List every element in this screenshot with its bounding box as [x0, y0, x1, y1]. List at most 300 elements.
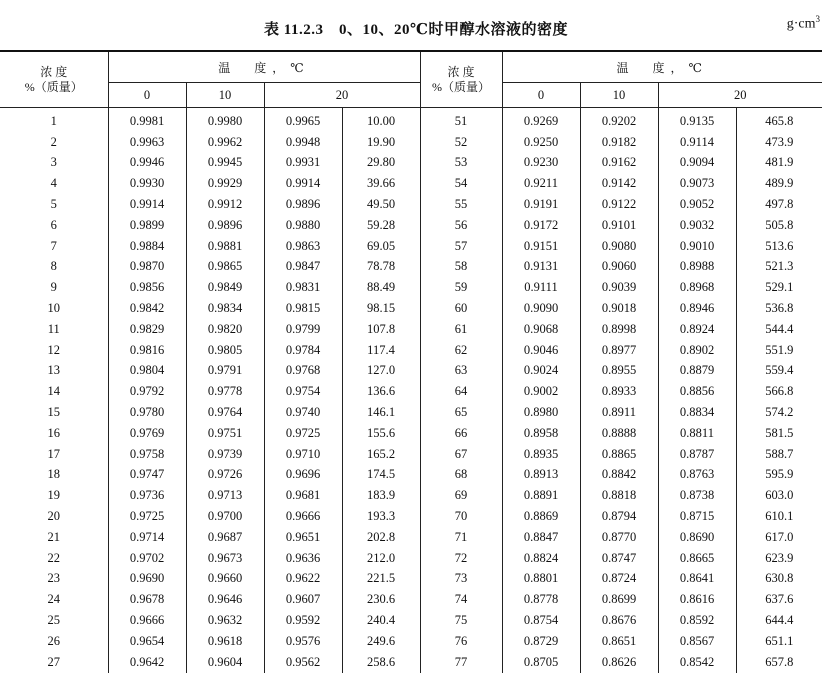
value-20-cell-right: 637.6: [736, 589, 822, 610]
conc-cell-right: 60: [420, 298, 502, 319]
density-20-cell-right: 0.9094: [658, 153, 736, 174]
conc-cell-right: 58: [420, 257, 502, 278]
density-10-cell-right: 0.9018: [580, 298, 658, 319]
density-20-cell: 0.9931: [264, 153, 342, 174]
value-20-cell-right: 521.3: [736, 257, 822, 278]
density-10-cell-right: 0.8676: [580, 610, 658, 631]
conc-cell-right: 77: [420, 652, 502, 673]
conc-cell-right: 76: [420, 631, 502, 652]
value-20-cell: 29.80: [342, 153, 420, 174]
conc-cell-right: 51: [420, 108, 502, 132]
conc-cell-right: 69: [420, 485, 502, 506]
conc-cell: 3: [50, 155, 57, 170]
density-10-cell-right: 0.8998: [580, 319, 658, 340]
density-20-cell: 0.9784: [264, 340, 342, 361]
value-20-cell: 212.0: [342, 548, 420, 569]
density-0-cell-right: 0.8754: [502, 610, 580, 631]
density-10-cell: 0.9929: [186, 173, 264, 194]
value-20-cell-right: 481.9: [736, 153, 822, 174]
density-10-cell-right: 0.8699: [580, 589, 658, 610]
density-20-cell-right: 0.8834: [658, 402, 736, 423]
value-20-cell-right: 657.8: [736, 652, 822, 673]
conc-cell: 20: [47, 509, 60, 524]
density-20-cell: 0.9622: [264, 569, 342, 590]
density-20-cell: 0.9948: [264, 132, 342, 153]
value-20-cell-right: 588.7: [736, 444, 822, 465]
density-0-cell-right: 0.8891: [502, 485, 580, 506]
density-20-cell: 0.9696: [264, 465, 342, 486]
density-20-cell-right: 0.8968: [658, 277, 736, 298]
value-20-cell: 98.15: [342, 298, 420, 319]
density-10-cell: 0.9673: [186, 548, 264, 569]
col-header-10-right: 10: [580, 83, 658, 108]
conc-cell-right: 53: [420, 153, 502, 174]
table-row: [0, 485, 822, 506]
conc-cell-right: 63: [420, 361, 502, 382]
density-0-cell-right: 0.9230: [502, 153, 580, 174]
density-10-cell-right: 0.8977: [580, 340, 658, 361]
density-10-cell-right: 0.8770: [580, 527, 658, 548]
conc-cell-right: 70: [420, 506, 502, 527]
density-0-cell: 0.9714: [108, 527, 186, 548]
density-10-cell: 0.9726: [186, 465, 264, 486]
density-10-cell: 0.9980: [186, 108, 264, 132]
density-0-cell: 0.9736: [108, 485, 186, 506]
density-0-cell-right: 0.8778: [502, 589, 580, 610]
density-20-cell-right: 0.8616: [658, 589, 736, 610]
density-10-cell-right: 0.8888: [580, 423, 658, 444]
value-20-cell-right: 536.8: [736, 298, 822, 319]
table-row: [0, 298, 822, 319]
density-10-cell-right: 0.9122: [580, 194, 658, 215]
density-0-cell: 0.9884: [108, 236, 186, 257]
conc-cell-right: 68: [420, 465, 502, 486]
density-0-cell: 0.9702: [108, 548, 186, 569]
conc-cell: 7: [50, 238, 57, 253]
conc-cell-right: 75: [420, 610, 502, 631]
value-20-cell: 136.6: [342, 381, 420, 402]
density-0-cell-right: 0.9068: [502, 319, 580, 340]
density-0-cell-right: 0.9250: [502, 132, 580, 153]
value-20-cell-right: 551.9: [736, 340, 822, 361]
conc-cell-right: 59: [420, 277, 502, 298]
value-20-cell: 49.50: [342, 194, 420, 215]
value-20-cell: 155.6: [342, 423, 420, 444]
conc-cell: 4: [50, 176, 57, 191]
col-header-20-right: 20: [658, 83, 822, 108]
density-0-cell: 0.9747: [108, 465, 186, 486]
conc-cell-right: 57: [420, 236, 502, 257]
value-20-cell-right: 544.4: [736, 319, 822, 340]
density-0-cell: 0.9804: [108, 361, 186, 382]
table-row: [0, 153, 822, 174]
value-20-cell: 69.05: [342, 236, 420, 257]
density-10-cell: 0.9660: [186, 569, 264, 590]
density-0-cell-right: 0.9024: [502, 361, 580, 382]
value-20-cell: 39.66: [342, 173, 420, 194]
density-0-cell-right: 0.8958: [502, 423, 580, 444]
value-20-cell-right: 595.9: [736, 465, 822, 486]
density-20-cell: 0.9666: [264, 506, 342, 527]
density-20-cell: 0.9863: [264, 236, 342, 257]
density-0-cell-right: 0.9002: [502, 381, 580, 402]
temp-header-left: 温 度，℃: [108, 51, 420, 83]
conc-cell: 9: [50, 280, 57, 295]
conc-cell: 17: [47, 446, 60, 461]
density-20-cell: 0.9576: [264, 631, 342, 652]
table-row: [0, 319, 822, 340]
density-0-cell: 0.9666: [108, 610, 186, 631]
density-10-cell-right: 0.8651: [580, 631, 658, 652]
density-0-cell: 0.9769: [108, 423, 186, 444]
density-0-cell: 0.9678: [108, 589, 186, 610]
table-row: [0, 381, 822, 402]
value-20-cell: 88.49: [342, 277, 420, 298]
density-20-cell: 0.9914: [264, 173, 342, 194]
density-20-cell-right: 0.8988: [658, 257, 736, 278]
conc-cell-right: 56: [420, 215, 502, 236]
table-row: [0, 277, 822, 298]
conc-cell: 10: [47, 301, 60, 316]
density-10-cell: 0.9865: [186, 257, 264, 278]
density-10-cell-right: 0.9039: [580, 277, 658, 298]
density-10-cell-right: 0.9142: [580, 173, 658, 194]
density-0-cell: 0.9792: [108, 381, 186, 402]
density-10-cell-right: 0.9162: [580, 153, 658, 174]
density-10-cell: 0.9713: [186, 485, 264, 506]
density-10-cell: 0.9646: [186, 589, 264, 610]
value-20-cell-right: 505.8: [736, 215, 822, 236]
density-20-cell-right: 0.8946: [658, 298, 736, 319]
density-0-cell-right: 0.9131: [502, 257, 580, 278]
conc-cell-right: 72: [420, 548, 502, 569]
table-row: [0, 569, 822, 590]
density-table: [0, 50, 822, 673]
density-0-cell-right: 0.8869: [502, 506, 580, 527]
density-20-cell-right: 0.9010: [658, 236, 736, 257]
density-10-cell: 0.9820: [186, 319, 264, 340]
conc-cell: 21: [47, 529, 60, 544]
density-10-cell-right: 0.8955: [580, 361, 658, 382]
density-20-cell: 0.9815: [264, 298, 342, 319]
density-20-cell-right: 0.8787: [658, 444, 736, 465]
table-body: [0, 108, 822, 673]
density-20-cell: 0.9831: [264, 277, 342, 298]
table-row: [0, 444, 822, 465]
col-header-0-right: 0: [502, 83, 580, 108]
value-20-cell-right: 497.8: [736, 194, 822, 215]
table-title: 表 11.2.3 0、10、20℃时甲醇水溶液的密度: [264, 22, 568, 38]
density-10-cell: 0.9632: [186, 610, 264, 631]
density-0-cell: 0.9642: [108, 652, 186, 673]
value-20-cell-right: 644.4: [736, 610, 822, 631]
value-20-cell-right: 489.9: [736, 173, 822, 194]
value-20-cell: 193.3: [342, 506, 420, 527]
value-20-cell-right: 465.8: [736, 108, 822, 132]
unit-text: g·cm: [786, 16, 816, 32]
density-20-cell: 0.9847: [264, 257, 342, 278]
conc-cell-right: 61: [420, 319, 502, 340]
density-20-cell: 0.9592: [264, 610, 342, 631]
density-0-cell-right: 0.9191: [502, 194, 580, 215]
density-0-cell: 0.9842: [108, 298, 186, 319]
density-20-cell-right: 0.9073: [658, 173, 736, 194]
density-20-cell: 0.9880: [264, 215, 342, 236]
conc-cell-right: 55: [420, 194, 502, 215]
density-0-cell-right: 0.8913: [502, 465, 580, 486]
col-header-20: 20: [264, 83, 420, 108]
value-20-cell-right: 473.9: [736, 132, 822, 153]
table-row: [0, 402, 822, 423]
value-20-cell: 78.78: [342, 257, 420, 278]
density-0-cell-right: 0.9269: [502, 108, 580, 132]
col-header-0: 0: [108, 83, 186, 108]
conc-cell: 26: [47, 633, 60, 648]
conc-cell: 24: [47, 592, 60, 607]
density-20-cell-right: 0.8641: [658, 569, 736, 590]
density-0-cell-right: 0.8935: [502, 444, 580, 465]
conc-cell: 1: [50, 113, 57, 128]
density-20-cell: 0.9607: [264, 589, 342, 610]
density-10-cell-right: 0.9080: [580, 236, 658, 257]
conc-cell: 13: [47, 363, 60, 378]
unit-label: [787, 14, 820, 33]
density-10-cell-right: 0.9202: [580, 108, 658, 132]
density-20-cell: 0.9725: [264, 423, 342, 444]
value-20-cell: 202.8: [342, 527, 420, 548]
density-20-cell: 0.9965: [264, 108, 342, 132]
conc-cell-right: 65: [420, 402, 502, 423]
conc-header-right: 浓 度 %（质量）: [420, 51, 502, 108]
density-10-cell: 0.9604: [186, 652, 264, 673]
value-20-cell: 59.28: [342, 215, 420, 236]
table-row: [0, 506, 822, 527]
density-10-cell-right: 0.8911: [580, 402, 658, 423]
conc-cell: 23: [47, 571, 60, 586]
conc-header-left: 浓 度 %（质量）: [0, 51, 108, 108]
density-20-cell: 0.9681: [264, 485, 342, 506]
density-0-cell: 0.9946: [108, 153, 186, 174]
density-20-cell-right: 0.9114: [658, 132, 736, 153]
density-10-cell-right: 0.8818: [580, 485, 658, 506]
conc-cell-right: 54: [420, 173, 502, 194]
density-0-cell-right: 0.8824: [502, 548, 580, 569]
density-20-cell-right: 0.8567: [658, 631, 736, 652]
density-10-cell: 0.9962: [186, 132, 264, 153]
value-20-cell: 183.9: [342, 485, 420, 506]
density-10-cell: 0.9945: [186, 153, 264, 174]
density-20-cell: 0.9799: [264, 319, 342, 340]
value-20-cell: 240.4: [342, 610, 420, 631]
density-20-cell-right: 0.8592: [658, 610, 736, 631]
density-10-cell-right: 0.8724: [580, 569, 658, 590]
density-20-cell-right: 0.8879: [658, 361, 736, 382]
conc-cell: 8: [50, 259, 57, 274]
density-0-cell: 0.9654: [108, 631, 186, 652]
density-20-cell-right: 0.8665: [658, 548, 736, 569]
density-20-cell-right: 0.8715: [658, 506, 736, 527]
value-20-cell: 117.4: [342, 340, 420, 361]
density-10-cell: 0.9881: [186, 236, 264, 257]
density-20-cell: 0.9710: [264, 444, 342, 465]
value-20-cell-right: 559.4: [736, 361, 822, 382]
density-0-cell: 0.9829: [108, 319, 186, 340]
density-10-cell-right: 0.8842: [580, 465, 658, 486]
density-20-cell-right: 0.8542: [658, 652, 736, 673]
density-20-cell: 0.9562: [264, 652, 342, 673]
conc-cell-right: 67: [420, 444, 502, 465]
value-20-cell: 174.5: [342, 465, 420, 486]
table-row: [0, 527, 822, 548]
density-10-cell-right: 0.8865: [580, 444, 658, 465]
density-10-cell: 0.9896: [186, 215, 264, 236]
unit-exponent: 3: [815, 14, 820, 24]
value-20-cell-right: 574.2: [736, 402, 822, 423]
table-row: [0, 173, 822, 194]
density-10-cell: 0.9751: [186, 423, 264, 444]
density-0-cell-right: 0.9211: [502, 173, 580, 194]
table-row: [0, 631, 822, 652]
conc-cell: 15: [47, 405, 60, 420]
conc-cell: 22: [47, 550, 60, 565]
value-20-cell: 230.6: [342, 589, 420, 610]
density-20-cell-right: 0.8738: [658, 485, 736, 506]
value-20-cell-right: 630.8: [736, 569, 822, 590]
conc-cell-right: 62: [420, 340, 502, 361]
table-row: [0, 236, 822, 257]
conc-cell: 25: [47, 613, 60, 628]
table-row: [0, 423, 822, 444]
value-20-cell-right: 513.6: [736, 236, 822, 257]
density-10-cell: 0.9764: [186, 402, 264, 423]
density-10-cell-right: 0.8626: [580, 652, 658, 673]
value-20-cell-right: 566.8: [736, 381, 822, 402]
table-row: [0, 610, 822, 631]
density-20-cell-right: 0.9135: [658, 108, 736, 132]
density-10-cell-right: 0.9101: [580, 215, 658, 236]
density-10-cell: 0.9618: [186, 631, 264, 652]
density-10-cell: 0.9700: [186, 506, 264, 527]
value-20-cell: 249.6: [342, 631, 420, 652]
density-20-cell-right: 0.8690: [658, 527, 736, 548]
density-10-cell: 0.9834: [186, 298, 264, 319]
density-20-cell: 0.9651: [264, 527, 342, 548]
table-row: [0, 340, 822, 361]
value-20-cell: 165.2: [342, 444, 420, 465]
density-0-cell: 0.9899: [108, 215, 186, 236]
conc-cell-right: 64: [420, 381, 502, 402]
density-0-cell: 0.9963: [108, 132, 186, 153]
value-20-cell: 221.5: [342, 569, 420, 590]
conc-cell-right: 74: [420, 589, 502, 610]
density-10-cell-right: 0.9060: [580, 257, 658, 278]
conc-cell: 5: [50, 197, 57, 212]
density-0-cell: 0.9690: [108, 569, 186, 590]
density-20-cell-right: 0.8856: [658, 381, 736, 402]
temp-header-right: 温 度，℃: [502, 51, 822, 83]
density-0-cell: 0.9856: [108, 277, 186, 298]
density-0-cell-right: 0.9046: [502, 340, 580, 361]
value-20-cell-right: 623.9: [736, 548, 822, 569]
conc-cell-right: 52: [420, 132, 502, 153]
density-0-cell: 0.9758: [108, 444, 186, 465]
density-10-cell-right: 0.8747: [580, 548, 658, 569]
table-row: [0, 548, 822, 569]
density-0-cell-right: 0.9151: [502, 236, 580, 257]
table-row: [0, 465, 822, 486]
table-row: [0, 108, 822, 132]
conc-cell-right: 73: [420, 569, 502, 590]
value-20-cell: 146.1: [342, 402, 420, 423]
density-10-cell: 0.9805: [186, 340, 264, 361]
density-10-cell: 0.9687: [186, 527, 264, 548]
density-10-cell-right: 0.8933: [580, 381, 658, 402]
density-0-cell-right: 0.9090: [502, 298, 580, 319]
density-0-cell-right: 0.8980: [502, 402, 580, 423]
table-row: [0, 361, 822, 382]
conc-cell: 2: [50, 134, 57, 149]
density-20-cell: 0.9754: [264, 381, 342, 402]
density-0-cell-right: 0.9172: [502, 215, 580, 236]
density-20-cell-right: 0.9032: [658, 215, 736, 236]
density-0-cell: 0.9725: [108, 506, 186, 527]
density-0-cell: 0.9816: [108, 340, 186, 361]
table-row: [0, 589, 822, 610]
density-0-cell: 0.9780: [108, 402, 186, 423]
conc-cell-right: 71: [420, 527, 502, 548]
density-0-cell: 0.9930: [108, 173, 186, 194]
conc-cell-right: 66: [420, 423, 502, 444]
density-10-cell: 0.9739: [186, 444, 264, 465]
conc-cell: 11: [47, 321, 60, 336]
density-0-cell: 0.9981: [108, 108, 186, 132]
density-20-cell-right: 0.8763: [658, 465, 736, 486]
density-0-cell-right: 0.9111: [502, 277, 580, 298]
value-20-cell: 19.90: [342, 132, 420, 153]
table-row: [0, 652, 822, 673]
value-20-cell: 258.6: [342, 652, 420, 673]
density-10-cell: 0.9778: [186, 381, 264, 402]
density-10-cell-right: 0.9182: [580, 132, 658, 153]
density-20-cell-right: 0.9052: [658, 194, 736, 215]
density-20-cell-right: 0.8902: [658, 340, 736, 361]
density-0-cell-right: 0.8705: [502, 652, 580, 673]
density-10-cell: 0.9849: [186, 277, 264, 298]
density-0-cell: 0.9914: [108, 194, 186, 215]
conc-cell: 19: [47, 488, 60, 503]
value-20-cell-right: 617.0: [736, 527, 822, 548]
value-20-cell-right: 651.1: [736, 631, 822, 652]
conc-cell: 6: [50, 217, 57, 232]
value-20-cell: 10.00: [342, 108, 420, 132]
density-10-cell: 0.9912: [186, 194, 264, 215]
value-20-cell-right: 610.1: [736, 506, 822, 527]
value-20-cell-right: 603.0: [736, 485, 822, 506]
density-10-cell: 0.9791: [186, 361, 264, 382]
table-row: [0, 257, 822, 278]
density-10-cell-right: 0.8794: [580, 506, 658, 527]
density-0-cell: 0.9870: [108, 257, 186, 278]
density-20-cell-right: 0.8811: [658, 423, 736, 444]
table-row: [0, 194, 822, 215]
density-0-cell-right: 0.8729: [502, 631, 580, 652]
conc-cell: 18: [47, 467, 60, 482]
conc-cell: 16: [47, 425, 60, 440]
density-20-cell: 0.9896: [264, 194, 342, 215]
value-20-cell-right: 581.5: [736, 423, 822, 444]
density-0-cell-right: 0.8801: [502, 569, 580, 590]
table-row: [0, 132, 822, 153]
